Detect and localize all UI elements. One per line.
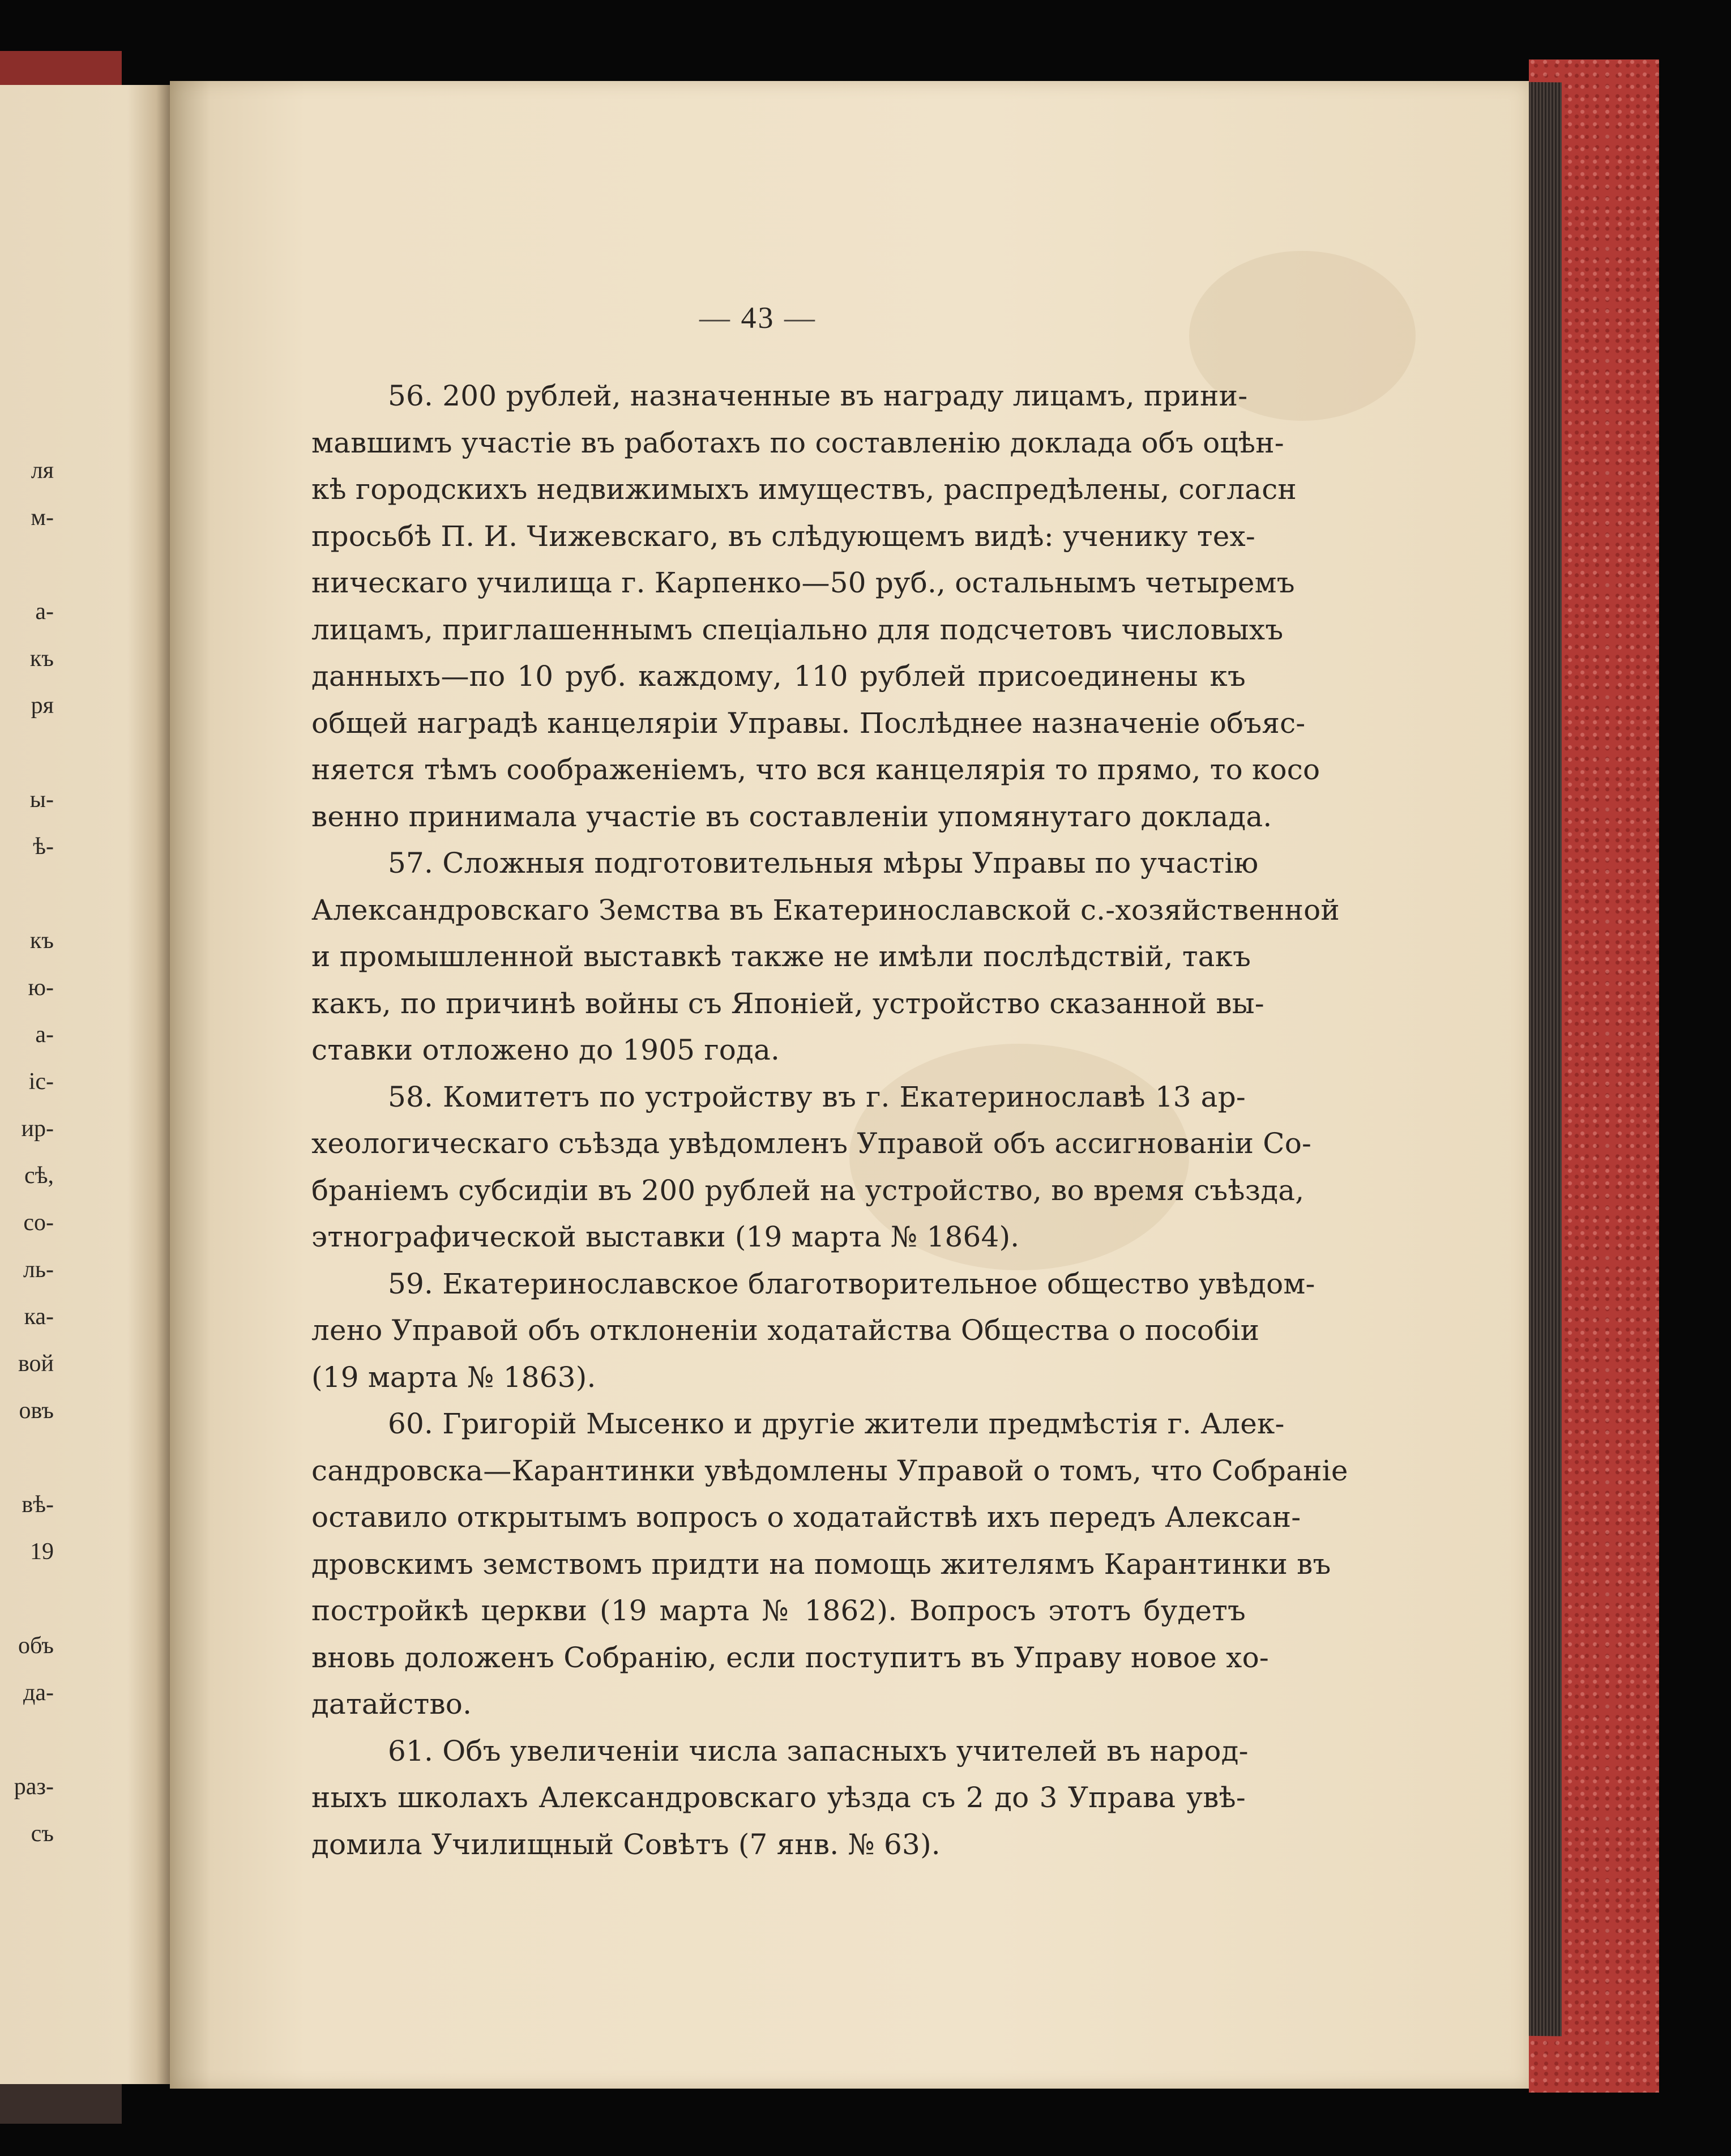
left-fragment: со-: [23, 1210, 54, 1236]
text-line: 61. Объ увеличеніи числа запасныхъ учителей въ народ-: [388, 1734, 1249, 1768]
text-line: лицамъ, приглашеннымъ спеціально для подсчетовъ числовыхъ: [311, 613, 1284, 646]
text-line: дровскимъ земствомъ придти на помощь жителямъ Карантинки въ: [311, 1547, 1331, 1581]
left-fragment: ѣ-: [33, 834, 54, 860]
text-line: 60. Григорій Мысенко и другіе жители предмѣстія г. Алек-: [388, 1407, 1285, 1440]
text-line: оставило открытымъ вопросъ о ходатайствѣ ихъ передъ Алексан-: [311, 1501, 1301, 1534]
left-cover-edge-top: [0, 51, 122, 85]
text-line: вновь доложенъ Собранію, если поступитъ въ Управу новое хо-: [311, 1641, 1269, 1674]
left-fragment: м-: [31, 505, 54, 531]
left-fragment: 19: [30, 1539, 54, 1565]
left-fragment: [0, 1435, 54, 1482]
text-line: и промышленной выставкѣ также не имѣли послѣдствій, такъ: [311, 940, 1251, 973]
left-fragment: ир-: [21, 1116, 54, 1142]
text-line: этнографической выставки (19 марта № 1864).: [311, 1220, 1020, 1253]
left-fragment: ря: [31, 693, 54, 719]
page-body-text: [311, 373, 1348, 1868]
page-number-dash: —: [699, 301, 732, 335]
text-line: 59. Екатеринославское благотворительное общество увѣдом-: [388, 1267, 1315, 1300]
text-line: хеологическаго съѣзда увѣдомленъ Управой объ ассигнованіи Со-: [311, 1127, 1312, 1160]
left-fragment: сѣ,: [24, 1163, 54, 1189]
left-fragment: къ: [29, 646, 54, 672]
text-line: браніемъ субсидіи въ 200 рублей на устройство, во время съѣзда,: [311, 1173, 1305, 1207]
text-line: домила Училищный Совѣтъ (7 янв. № 63).: [311, 1828, 941, 1861]
text-line: 57. Сложныя подготовительныя мѣры Управы по участію: [388, 847, 1259, 880]
text-line: кѣ городскихъ недвижимыхъ имуществъ, распредѣлены, согласн: [311, 473, 1297, 506]
left-fragment: раз-: [14, 1774, 54, 1800]
left-fragment: да-: [23, 1680, 54, 1706]
text-line: венно принимала участіе въ составленіи упомянутаго доклада.: [311, 800, 1272, 833]
left-fragment: ка-: [24, 1304, 54, 1330]
left-fragment: ю-: [28, 975, 54, 1001]
left-fragment: а-: [35, 1022, 54, 1048]
left-fragment: ы-: [29, 787, 54, 813]
left-cover-edge-bottom: [0, 2084, 122, 2124]
text-line: общей наградѣ канцеляріи Управы. Послѣднее назначеніе объяс-: [311, 706, 1306, 740]
left-fragment: ля: [31, 458, 54, 484]
left-fragment: вой: [18, 1351, 54, 1377]
left-fragment: [0, 729, 54, 776]
left-page: [0, 85, 170, 2084]
left-fragment: съ: [31, 1821, 54, 1847]
page-number-dash: —: [784, 301, 817, 335]
left-fragment: къ: [29, 928, 54, 954]
page-number-value: 43: [741, 301, 775, 335]
text-line: мавшимъ участіе въ работахъ по составленію доклада объ оцѣн-: [311, 426, 1284, 459]
text-line: ставки отложено до 1905 года.: [311, 1034, 780, 1066]
text-line: ныхъ школахъ Александровскаго уѣзда съ 2 до 3 Управа увѣ-: [311, 1781, 1246, 1814]
text-line: датайство.: [311, 1688, 472, 1720]
text-line: сандровска—Карантинки увѣдомлены Управой о томъ, что Собраніе: [311, 1454, 1348, 1487]
text-line: лено Управой объ отклоненіи ходатайства Общества о пособіи: [311, 1314, 1260, 1347]
left-fragment: объ: [18, 1633, 54, 1659]
text-line: какъ, по причинѣ войны съ Японіей, устройство сказанной вы-: [311, 987, 1264, 1020]
left-fragment: вѣ-: [22, 1492, 54, 1518]
left-fragment: [0, 870, 54, 917]
text-line: ническаго училища г. Карпенко—50 руб., остальнымъ четыремъ: [311, 566, 1295, 599]
left-fragment: ль-: [23, 1257, 54, 1283]
text-line: 56. 200 рублей, назначенные въ награду лицамъ, прини-: [388, 379, 1248, 412]
text-line: постройкѣ церкви (19 марта № 1862). Вопросъ этотъ будетъ: [311, 1594, 1246, 1627]
text-line: просьбѣ П. И. Чижевскаго, въ слѣдующемъ видѣ: ученику тех-: [311, 519, 1255, 553]
left-fragment: а-: [35, 599, 54, 625]
left-fragment: овъ: [19, 1398, 54, 1424]
left-fragment: [0, 1576, 54, 1623]
text-line: няется тѣмъ соображеніемъ, что вся канцелярія то прямо, то косо: [311, 753, 1320, 786]
left-fragment: іс-: [28, 1069, 54, 1095]
text-line: 58. Комитетъ по устройству въ г. Екатеринославѣ 13 ар-: [388, 1080, 1246, 1113]
left-fragment: [0, 1717, 54, 1764]
left-fragment: [0, 541, 54, 588]
left-page-text-fragments: [0, 447, 54, 1858]
page-number: [699, 300, 869, 335]
text-line: данныхъ—по 10 руб. каждому, 110 рублей присоединены къ: [311, 660, 1246, 693]
text-line: Александровскаго Земства въ Екатеринославской с.-хозяйственной: [311, 893, 1340, 927]
text-line: (19 марта № 1863).: [311, 1360, 596, 1394]
